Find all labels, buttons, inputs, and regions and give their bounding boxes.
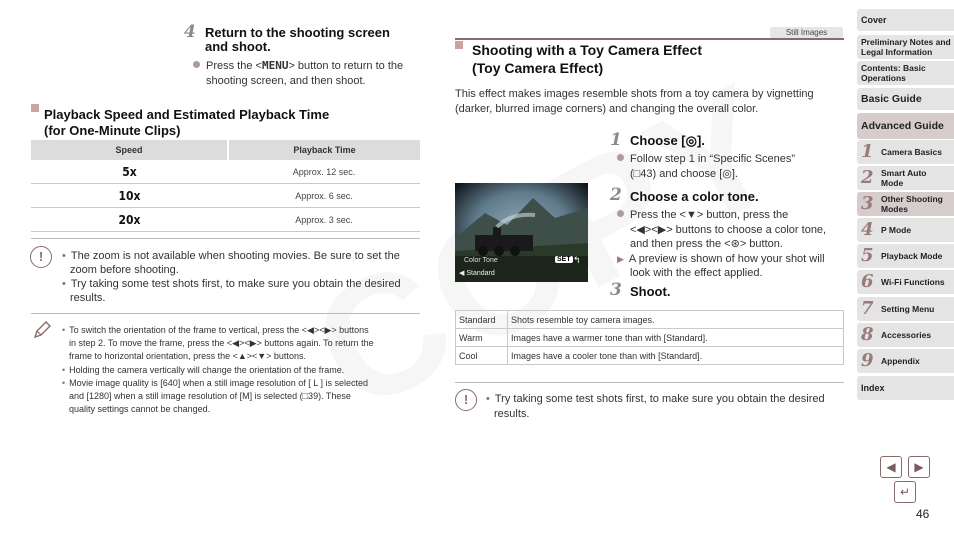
caution-icon: ! [30,246,52,268]
nav-chapter-5[interactable]: 5 Playback Mode [857,244,954,268]
step-title: Choose a color tone. [630,189,759,204]
nav-contents[interactable]: Contents: Basic Operations [857,61,954,85]
step-bullet: Press the <▼> button, press the <◀><▶> buttons to choose a color tone, and then press the <⊛> button. ▶ A preview is shown of how your shot will look with the effect applied. [617,209,827,279]
table-row [31,208,420,232]
page-number: 46 [916,507,930,521]
tone-name: Standard [456,311,508,329]
nav-chapter-8[interactable]: 8 Accessories [857,323,954,347]
nav-chapter-4[interactable]: 4 P Mode [857,218,954,242]
tone-desc: Images have a warmer tone than with [Standard]. [508,329,844,347]
camera-screen-preview [455,183,588,282]
step-bullet: Follow step 1 in “Specific Scenes” (□43) and choose [◎]. [617,152,795,181]
step-title: Choose [◎]. [630,133,705,148]
table-row [456,347,844,365]
notes-list: • To switch the orientation of the frame to vertical, press the <◀><▶> buttons in step 2. To move the frame, press the <◀><▶> buttons again. To return the frame to horizontal orientation, press the <▲><▼> buttons. • Holding the camera vertically will change the orientation of the frame. • Movie image quality is [640] when a still image resolution of [ L ] is selected and [1280] when a still image resolution of [M] is selected (□39). These quality settings cannot be changed. [62,325,374,415]
tone-desc: Shots resemble toy camera images. [508,311,844,329]
divider [31,313,420,314]
previous-page-button[interactable] [880,456,902,478]
nav-cover[interactable]: Cover [857,9,954,31]
nav-chapter-3[interactable]: 3 Other Shooting Modes [857,192,954,216]
caution-text: • Try taking some test shots first, to make sure you obtain the desired results. [486,393,825,420]
speed-cell: 5x [31,160,228,184]
nav-chapter-7[interactable]: 7 Setting Menu [857,297,954,321]
toy-camera-title: Shooting with a Toy Camera Effect (Toy Camera Effect) [472,42,702,76]
step-number: 1 [610,130,622,150]
next-page-button[interactable] [908,456,930,478]
step-number: 3 [610,280,622,300]
nav-index[interactable]: Index [857,376,954,400]
left-arrow-icon: ◀ [459,270,465,277]
nav-basic-guide[interactable]: Basic Guide [857,88,954,110]
divider [455,382,844,383]
tone-name: Cool [456,347,508,365]
section-marker [455,41,463,49]
tone-desc: Images have a cooler tone than with [Standard]. [508,347,844,365]
section-rule [455,38,844,40]
pencil-note-icon [32,320,52,345]
triangle-icon: ▶ [617,253,624,264]
nav-chapter-9[interactable]: 9 Appendix [857,349,954,373]
intro-text: This effect makes images resemble shots from a toy camera by vignetting (darker, blurred image corners) and changing the overall color. [455,88,814,115]
caution-list: • The zoom is not available when shooting movies. Be sure to set the zoom before shooting. • Try taking some test shots first, to make sure you obtain the desired results. [62,250,401,304]
step-number: 4 [184,22,196,42]
color-tone-table [455,310,844,365]
nav-advanced-guide[interactable]: Advanced Guide [857,113,954,139]
divider [31,238,420,239]
return-button[interactable] [894,481,916,503]
speed-cell: 20x [31,208,228,232]
set-button-icon: SET [557,256,571,263]
table-row [456,329,844,347]
step-title: Return to the shooting screen and shoot. [205,25,390,54]
arrow-right-icon: ▶ [914,460,924,474]
step-number: 2 [610,185,622,205]
screen-label: Color Tone [464,257,498,264]
table-header: Playback Time [228,140,420,160]
still-images-tag: Still Images [770,27,843,38]
section-marker [31,104,39,112]
step-bullet: Press the <MENU> button to return to the shooting screen, and then shoot. [193,59,403,88]
time-cell: Approx. 6 sec. [228,184,420,208]
nav-chapter-1[interactable]: 1 Camera Basics [857,140,954,164]
time-cell: Approx. 12 sec. [228,160,420,184]
step-title: Shoot. [630,284,671,299]
table-row [31,160,420,184]
screen-value: ◀ Standard [459,270,495,277]
nav-preliminary-notes[interactable]: Preliminary Notes and Legal Information [857,35,954,59]
nav-chapter-6[interactable]: 6 Wi-Fi Functions [857,270,954,294]
playback-speed-table [31,140,420,232]
table-header: Speed [31,140,228,160]
caution-icon: ! [455,389,477,411]
playback-speed-heading: Playback Speed and Estimated Playback Time (for One-Minute Clips) [44,107,330,138]
table-row [456,311,844,329]
return-icon: ↵ [899,485,911,499]
time-cell: Approx. 3 sec. [228,208,420,232]
nav-chapter-2[interactable]: 2 Smart Auto Mode [857,166,954,190]
arrow-left-icon: ◀ [886,460,896,474]
table-row [31,184,420,208]
tone-name: Warm [456,329,508,347]
return-icon: ↰ [573,255,581,265]
speed-cell: 10x [31,184,228,208]
